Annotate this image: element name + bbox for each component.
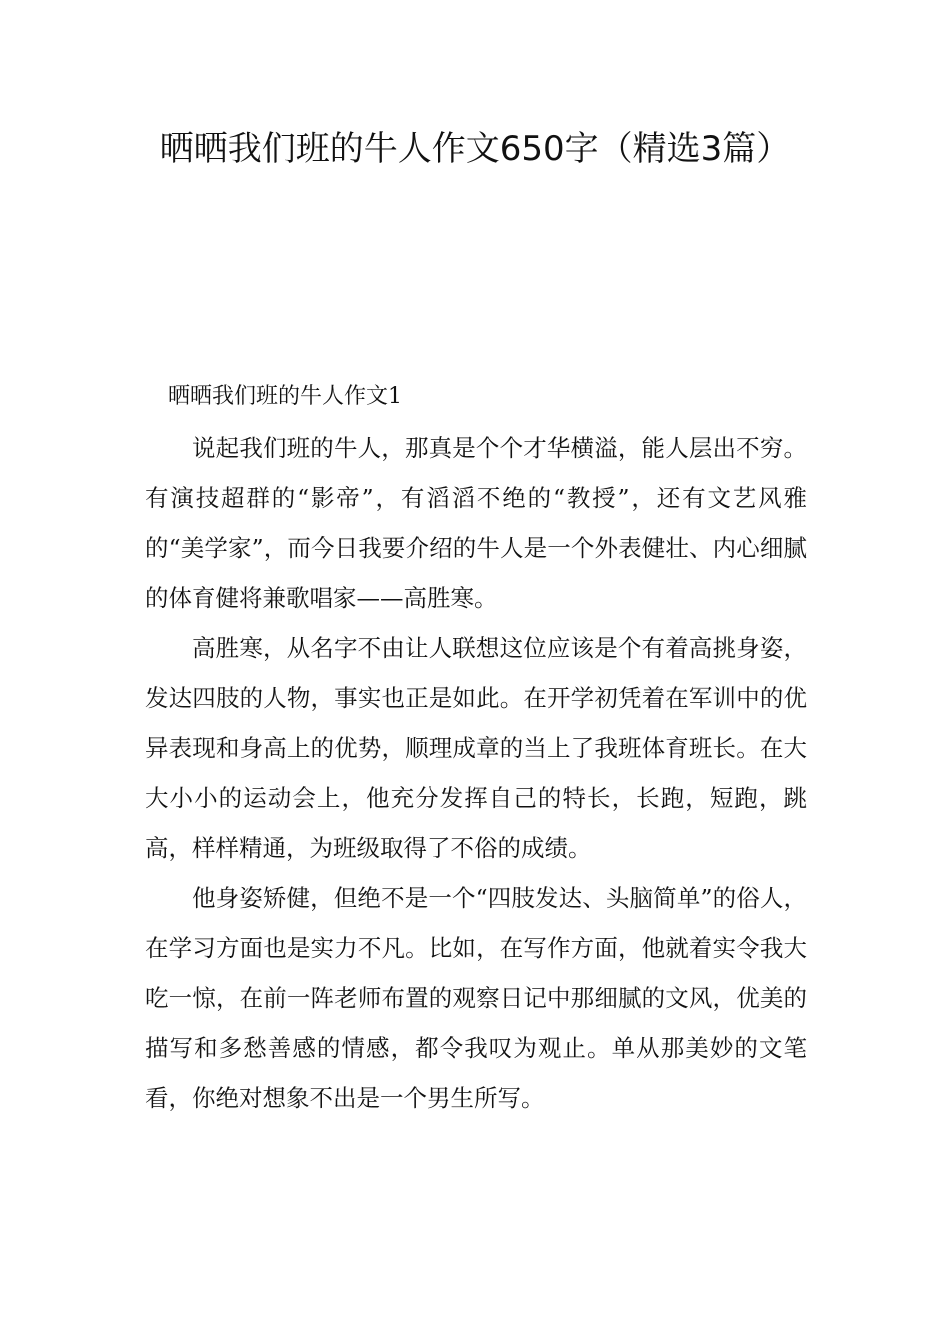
paragraph: 他身姿矫健，但绝不是一个“四肢发达、头脑简单”的俗人，在学习方面也是实力不凡。比如，在写作方面，他就着实令我大吃一惊，在前一阵老师布置的观察日记中那细腻的文风，优美的描写和多愁善感的情感，都令我叹为观止。单从那美妙的文笔看，你绝对想象不出是一个男生所写。 [145, 884, 807, 1112]
document-title: 晒晒我们班的牛人作文650字（精选3篇） [159, 129, 791, 169]
paragraph: 说起我们班的牛人，那真是个个才华横溢，能人层出不穷。有演技超群的“影帝”，有滔滔不绝的“教授”，还有文艺风雅的“美学家”，而今日我要介绍的牛人是一个外表健壮、内心细腻的体育健将兼歌唱家——高胜寒。 [145, 434, 807, 612]
paragraph: 高胜寒，从名字不由让人联想这位应该是个有着高挑身姿，发达四肢的人物，事实也正是如此。在开学初凭着在军训中的优异表现和身高上的优势，顺理成章的当上了我班体育班长。在大大小小的运动会上，他充分发挥自己的特长，长跑，短跑，跳高，样样精通，为班级取得了不俗的成绩。 [145, 634, 807, 862]
section-heading: 晒晒我们班的牛人作文1 [168, 384, 402, 409]
article-body [145, 423, 807, 1123]
